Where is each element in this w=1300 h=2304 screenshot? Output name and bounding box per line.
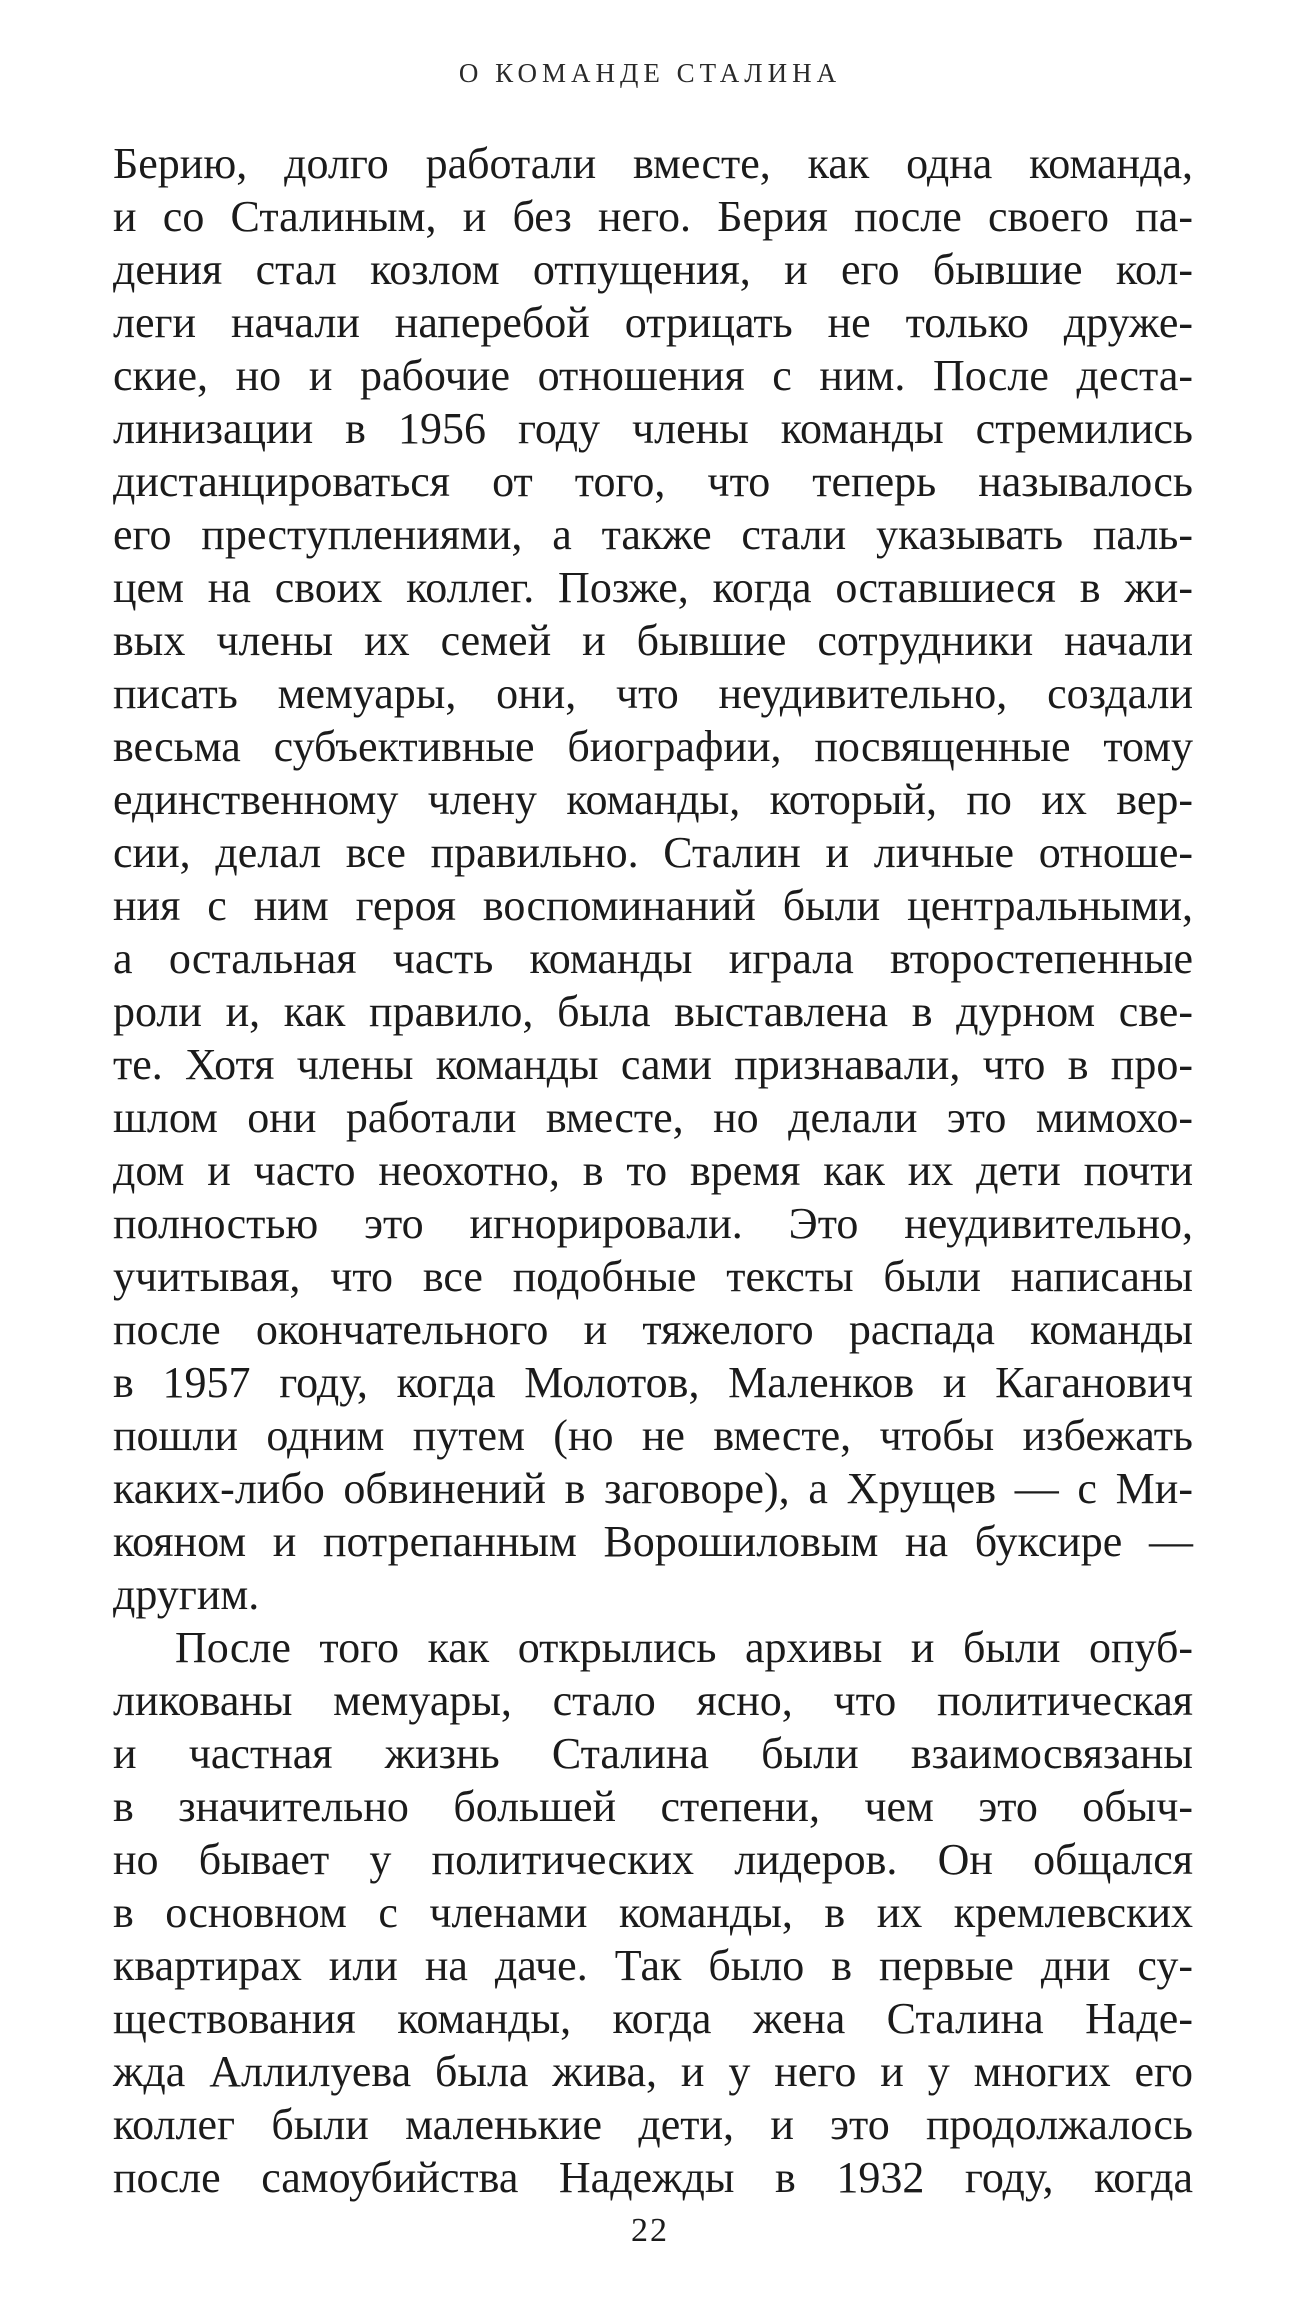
paragraph-start-line: После того как открылись архивы и были опуб-: [175, 1623, 1193, 1672]
text-line: и частная жизнь Сталина были взаимосвязаны: [113, 1729, 1193, 1778]
text-line: Берию, долго работали вместе, как одна команда,: [113, 139, 1193, 188]
text-line: леги начали наперебой отрицать не только друже-: [113, 298, 1193, 347]
text-line: дом и часто неохотно, в то время как их дети почти: [113, 1146, 1193, 1195]
text-line: весьма субъективные биографии, посвященные тому: [113, 722, 1193, 771]
text-line: учитывая, что все подобные тексты были написаны: [113, 1252, 1193, 1301]
text-line: роли и, как правило, была выставлена в дурном све-: [113, 987, 1193, 1036]
text-line: ликованы мемуары, стало ясно, что политическая: [113, 1676, 1193, 1725]
text-line: но бывает у политических лидеров. Он общался: [113, 1835, 1193, 1884]
text-line: каких-либо обвинений в заговоре), а Хрущев — с Ми-: [113, 1464, 1193, 1513]
text-line: квартирах или на даче. Так было в первые дни су-: [113, 1941, 1193, 1990]
text-line: шлом они работали вместе, но делали это мимохо-: [113, 1093, 1193, 1142]
text-line: его преступлениями, а также стали указывать паль-: [113, 510, 1193, 559]
text-line: ские, но и рабочие отношения с ним. После деста-: [113, 351, 1193, 400]
page-number: 22: [631, 2212, 669, 2249]
text-line: дистанцироваться от того, что теперь называлось: [113, 457, 1193, 506]
text-line: дения стал козлом отпущения, и его бывшие кол-: [113, 245, 1193, 294]
text-line: полностью это игнорировали. Это неудивительно,: [113, 1199, 1193, 1248]
text-line: линизации в 1956 году члены команды стремились: [113, 404, 1193, 453]
text-line: сии, делал все правильно. Сталин и личные отноше-: [113, 828, 1193, 877]
text-line: а остальная часть команды играла второстепенные: [113, 934, 1193, 983]
text-line: и со Сталиным, и без него. Берия после своего па-: [113, 192, 1193, 241]
text-line: писать мемуары, они, что неудивительно, создали: [113, 669, 1193, 718]
text-line: пошли одним путем (но не вместе, чтобы избежать: [113, 1411, 1193, 1460]
body-text: [113, 137, 1193, 2204]
text-line: в основном с членами команды, в их кремлевских: [113, 1888, 1193, 1937]
text-line: ния с ним героя воспоминаний были центральными,: [113, 881, 1193, 930]
text-line: цем на своих коллег. Позже, когда оставшиеся в жи-: [113, 563, 1193, 612]
text-line: коллег были маленькие дети, и это продолжалось: [113, 2100, 1193, 2149]
text-line: кояном и потрепанным Ворошиловым на буксире —: [113, 1517, 1193, 1566]
text-line: жда Аллилуева была жива, и у него и у многих его: [113, 2047, 1193, 2096]
paragraph-end-line: другим.: [113, 1570, 260, 1619]
text-line: в 1957 году, когда Молотов, Маленков и Каганович: [113, 1358, 1193, 1407]
text-line: ществования команды, когда жена Сталина Наде-: [113, 1994, 1193, 2043]
running-head: О КОМАНДЕ СТАЛИНА: [458, 58, 842, 88]
text-line: вых члены их семей и бывшие сотрудники начали: [113, 616, 1193, 665]
text-line: те. Хотя члены команды сами признавали, что в про-: [113, 1040, 1193, 1089]
text-line: единственному члену команды, который, по их вер-: [113, 775, 1193, 824]
text-line: в значительно большей степени, чем это обыч-: [113, 1782, 1193, 1831]
text-line: после самоубийства Надежды в 1932 году, когда: [113, 2153, 1193, 2202]
text-line: после окончательного и тяжелого распада команды: [113, 1305, 1193, 1354]
